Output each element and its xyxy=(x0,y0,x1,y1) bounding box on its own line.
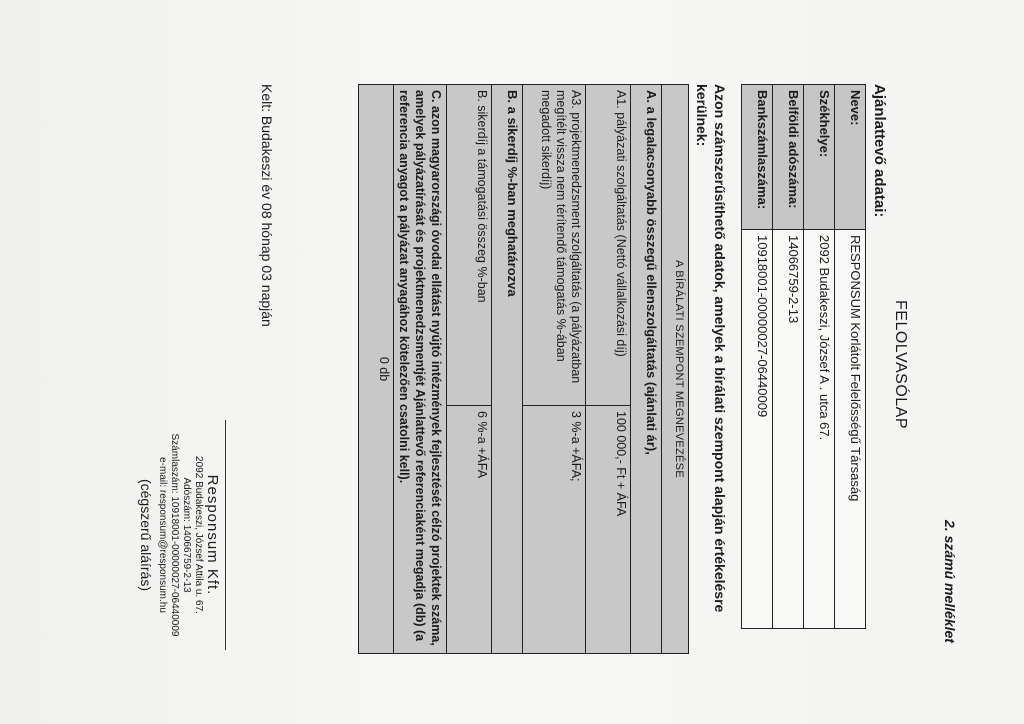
table-row xyxy=(447,85,492,654)
criteria-group-a: A. a legalacsonyabb összegű ellenszolgáltatás (ajánlati ár), xyxy=(631,85,662,654)
legal-signature-label: (cégszerű aláírás) xyxy=(138,478,154,592)
criteria-table xyxy=(358,84,689,654)
criteria-group-b: B. a sikerdíj %-ban meghatározva xyxy=(492,85,523,654)
table-row xyxy=(773,85,804,629)
bidder-account-value: 10918001-00000027-06440009 xyxy=(742,230,773,629)
table-row xyxy=(492,85,523,654)
table-row xyxy=(835,85,866,629)
table-row xyxy=(742,85,773,629)
table-row xyxy=(523,85,586,654)
table-row xyxy=(631,85,662,654)
table-row xyxy=(394,85,447,654)
table-row xyxy=(359,85,394,654)
stamp-company: Responsum Kft. xyxy=(204,474,221,596)
criteria-a1-value: 100 000,- Ft + ÁFA xyxy=(586,406,631,654)
bidder-heading: Ajánlattevő adatai: xyxy=(871,84,888,218)
table-row xyxy=(662,85,689,654)
annex-label: 2. számú melléklet xyxy=(942,520,958,643)
bidder-tax-value: 14066759-2-13 xyxy=(773,230,804,629)
criteria-header: A BÍRÁLATI SZEMPONT MEGNEVEZÉSE xyxy=(662,85,689,654)
criteria-c-value: 0 db xyxy=(359,85,394,654)
bidder-name-label: Neve: xyxy=(835,85,866,230)
stamp-tax: Adószám: 14066759-2-13 xyxy=(181,477,192,593)
page-title: FELOLVASÓLAP xyxy=(892,300,909,430)
criteria-c-text: C. azon magyarországi óvodai ellátást nyújtó intézmények fejlesztését célzó projektek száma, amelyek pályázatírását és projektmenedzsmentjét Ajánlattevő referenciaként megadja (db) (a referencia anyagot a pályázat anyagához kötelezően csatolni kell). xyxy=(394,85,447,654)
bidder-seat-value: 2092 Budakeszi, József A . utca 67. xyxy=(804,230,835,629)
criteria-a3-label: A3. projektmenedzsment szolgáltatás (a pályázatban megítélt vissza nem térítendő támogatás %-ában megadott sikerdíj) xyxy=(523,85,586,406)
criteria-intro: Azon számszerűsíthető adatok, amelyek a bírálati szempont alapján értékelésre kerülnek: xyxy=(694,84,728,613)
stamp-account: Számlaszám: 10918001-00000027-06440009 xyxy=(169,433,180,637)
table-row xyxy=(804,85,835,629)
dated-line: Kelt: Budakeszi év 08 hónap 03 napján xyxy=(259,84,275,327)
criteria-b-label: B. sikerdíj a támogatási összeg %-ban xyxy=(447,85,492,406)
bidder-seat-label: Székhelye: xyxy=(804,85,835,230)
criteria-a3-value: 3 %-a +ÁFA; xyxy=(523,406,586,654)
table-row xyxy=(586,85,631,654)
company-stamp xyxy=(138,420,226,650)
stamp-email: e-mail: responsum@responsum.hu xyxy=(157,457,168,613)
signature-line xyxy=(223,420,226,650)
bidder-name-value: RESPONSUM Korlátolt Felelősségű Társaság xyxy=(835,230,866,629)
criteria-a1-label: A1. pályázati szolgáltatás (Nettó vállalkozási díj) xyxy=(586,85,631,406)
stamp-address: 2092 Budakeszi, József Attila u. 67. xyxy=(193,456,204,614)
bidder-table xyxy=(741,84,866,629)
bidder-tax-label: Belföldi adószáma: xyxy=(773,85,804,230)
criteria-b-value: 6 %-a +ÁFA xyxy=(447,406,492,654)
bidder-account-label: Bankszámlaszáma: xyxy=(742,85,773,230)
